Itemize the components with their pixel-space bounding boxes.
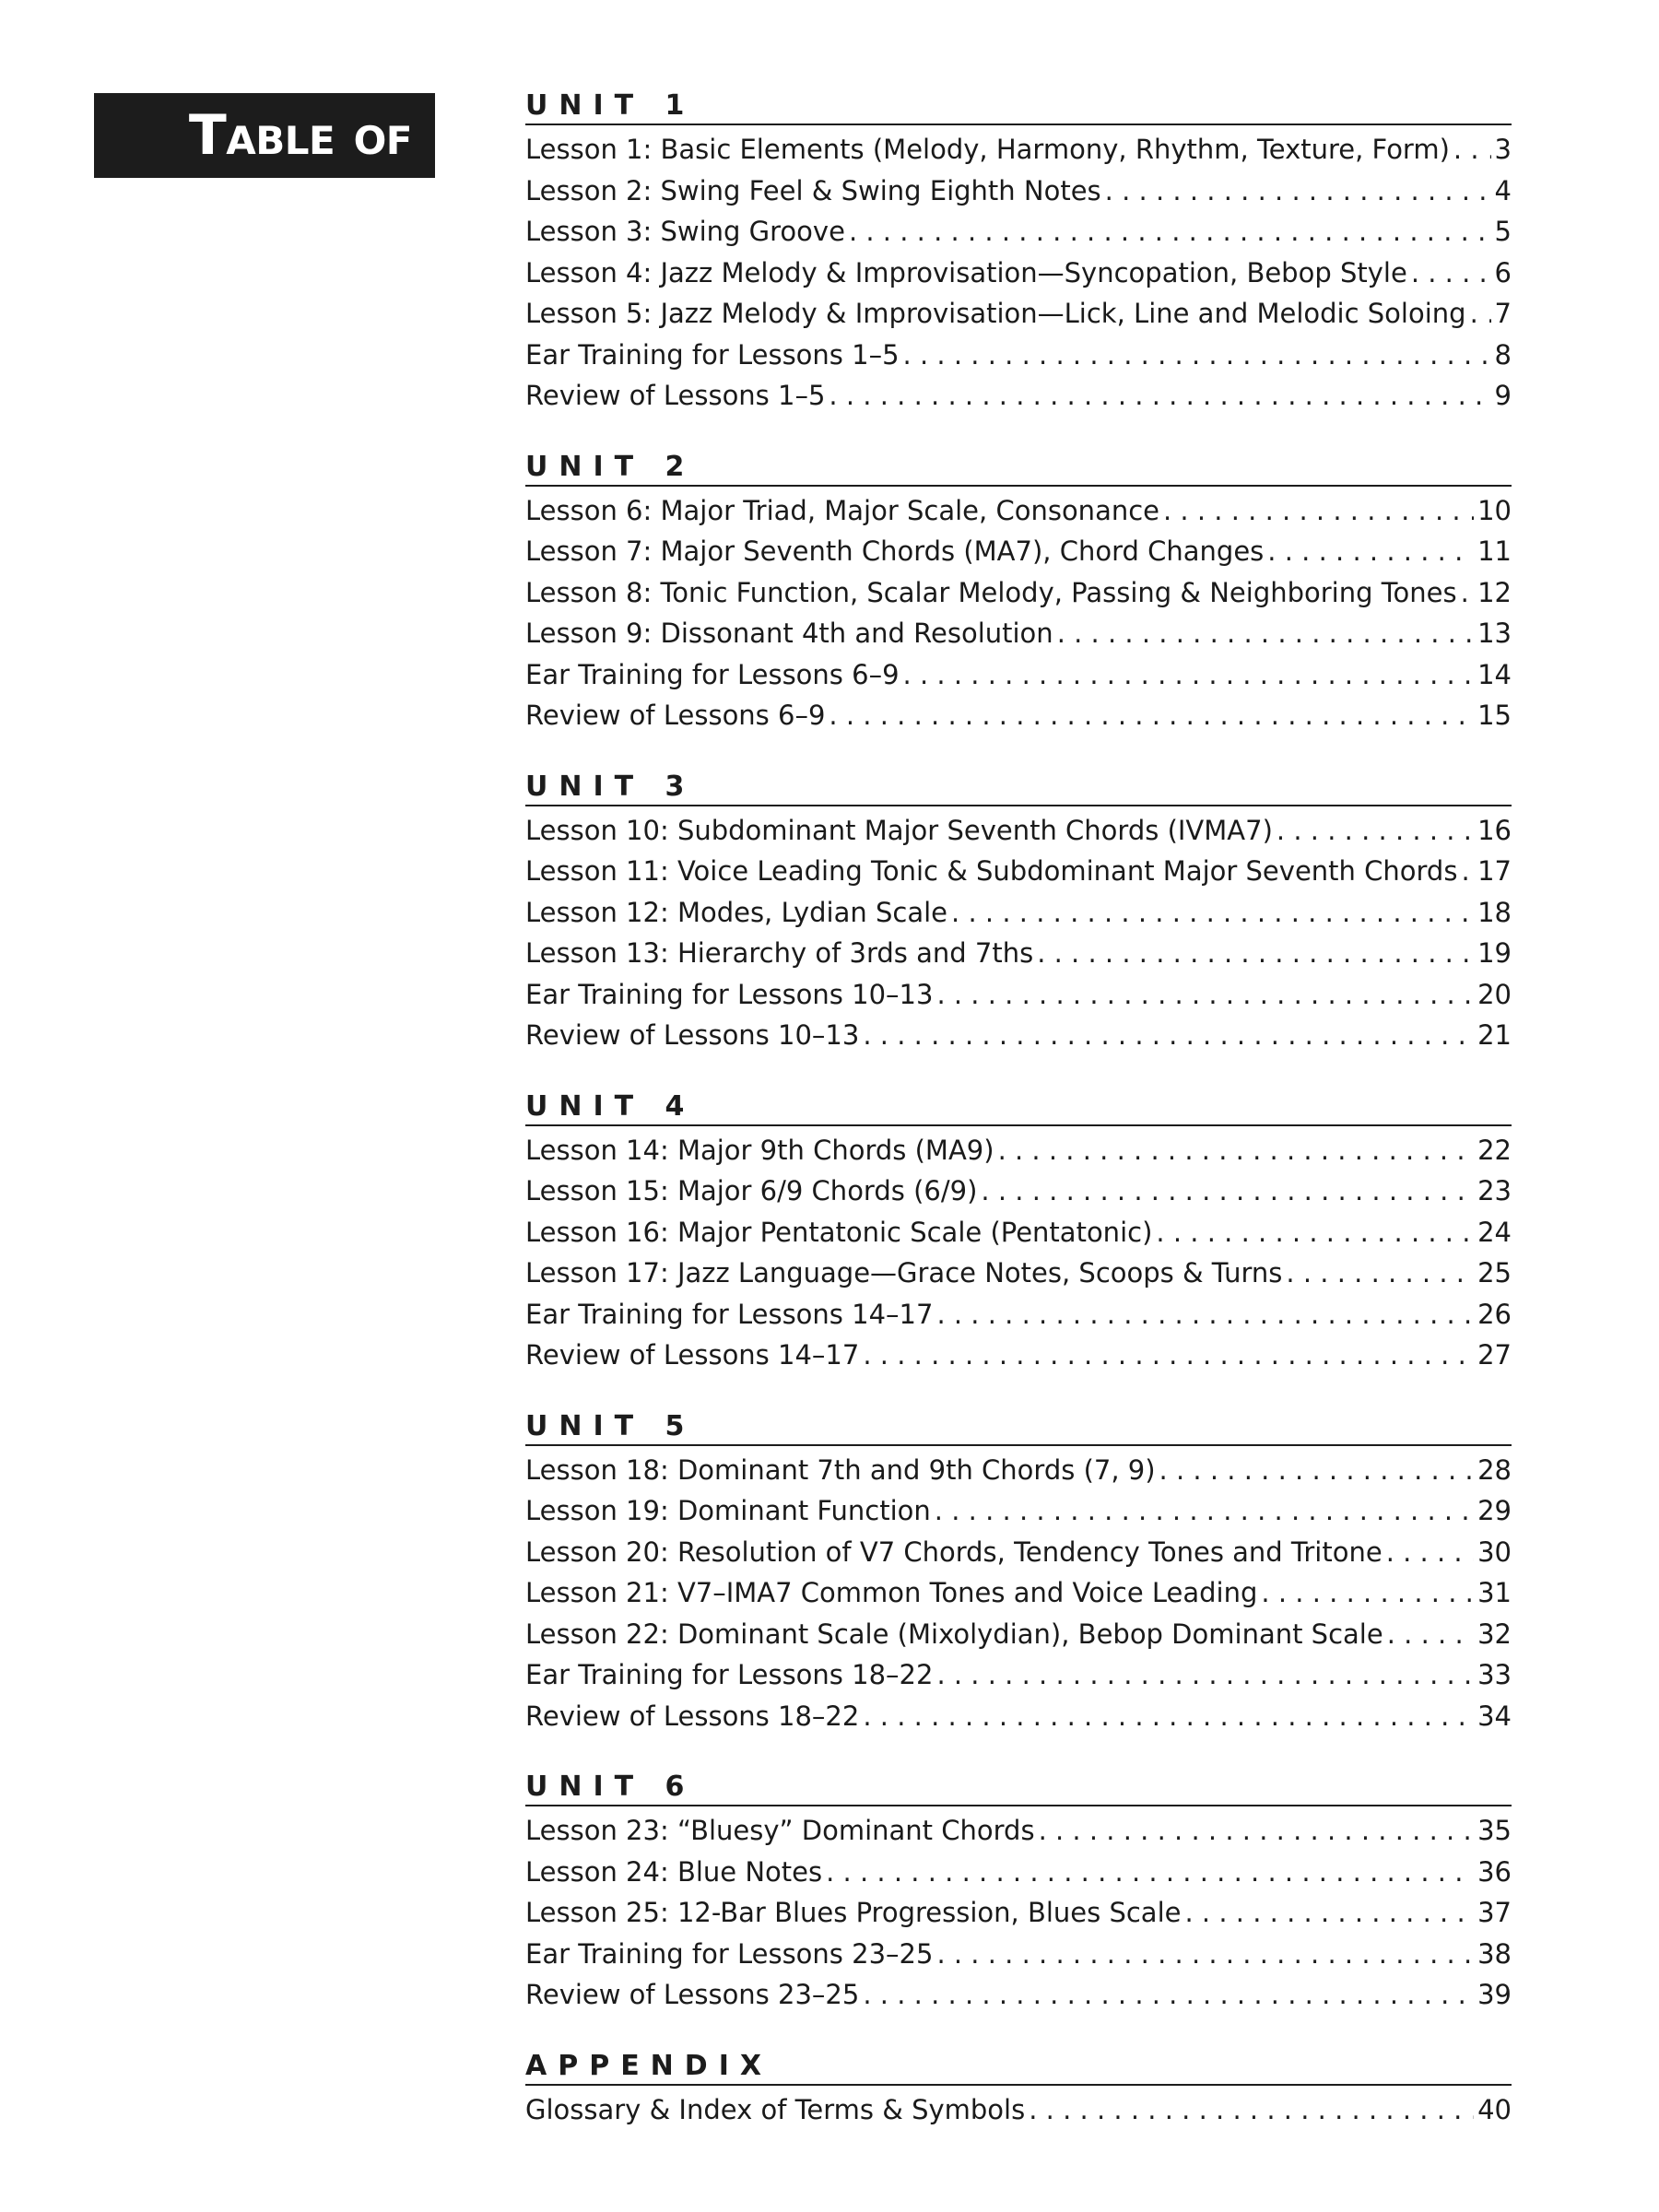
entry-label: Lesson 23: “Bluesy” Dominant Chords [525,1815,1035,1846]
unit-heading: UNIT 1 [525,88,1512,125]
toc-entry[interactable] [525,654,1512,696]
entry-page-number: 31 [1477,1577,1512,1608]
toc-list [525,88,1512,2163]
unit-heading: UNIT 2 [525,450,1512,487]
dot-leader [829,375,1490,417]
dot-leader [863,1015,1474,1056]
dot-leader [935,1490,1474,1532]
toc-entry[interactable] [525,1572,1512,1614]
toc-entry[interactable] [525,1335,1512,1376]
entry-label: Lesson 2: Swing Feel & Swing Eighth Notes [525,174,1101,206]
toc-entry[interactable] [525,974,1512,1016]
entry-page-number: 10 [1477,494,1512,526]
toc-entry[interactable] [525,293,1512,335]
dot-leader [936,1294,1474,1335]
entry-label: Lesson 24: Blue Notes [525,1855,823,1888]
toc-entry[interactable] [525,1614,1512,1655]
dot-leader [903,335,1491,376]
toc-entry[interactable] [525,613,1512,654]
entry-label: Lesson 16: Major Pentatonic Scale (Pentatonic) [525,1216,1153,1248]
entry-label: Lesson 20: Resolution of V7 Chords, Tendency Tones and Tritone [525,1535,1382,1568]
toc-entry[interactable] [525,1532,1512,1573]
toc-unit [525,1409,1512,1737]
dot-leader [951,892,1474,934]
entry-label: Ear Training for Lessons 18–22 [525,1659,934,1690]
toc-entry[interactable] [525,572,1512,614]
toc-entry[interactable] [525,1212,1512,1253]
entry-page-number: 16 [1477,814,1512,846]
toc-unit [525,450,1512,736]
entry-page-number: 6 [1494,256,1512,288]
entry-page-number: 26 [1477,1298,1512,1330]
toc-entry[interactable] [525,810,1512,852]
toc-entry[interactable] [525,335,1512,376]
toc-entry[interactable] [525,1892,1512,1934]
entry-page-number: 7 [1494,298,1512,329]
entry-page-number: 29 [1477,1495,1512,1526]
dot-leader [826,1852,1474,1893]
entry-page-number: 37 [1477,1897,1512,1928]
toc-entry[interactable] [525,1654,1512,1696]
entry-label: Review of Lessons 18–22 [525,1700,860,1732]
entry-label: Ear Training for Lessons 10–13 [525,978,934,1010]
entry-label: Lesson 4: Jazz Melody & Improvisation—Syncopation, Bebop Style [525,256,1407,288]
entry-page-number: 19 [1477,937,1512,969]
toc-entry[interactable] [525,1852,1512,1893]
dot-leader [1156,1212,1474,1253]
dot-leader [1184,1892,1474,1934]
entry-label: Lesson 6: Major Triad, Major Scale, Consonance [525,494,1159,526]
entry-label: Lesson 18: Dominant 7th and 9th Chords (7, 9) [525,1453,1156,1486]
dot-leader [1461,572,1474,614]
entry-page-number: 39 [1477,1979,1512,2010]
entry-page-number: 14 [1477,658,1512,690]
toc-entry[interactable] [525,171,1512,212]
dot-leader [863,1974,1474,2016]
toc-entry[interactable] [525,695,1512,736]
toc-entry[interactable] [525,375,1512,417]
dot-leader [1411,253,1491,294]
entry-page-number: 36 [1477,1855,1512,1888]
toc-unit [525,1089,1512,1376]
dot-leader [981,1171,1474,1212]
entry-label: Lesson 19: Dominant Function [525,1495,931,1526]
entry-label: Review of Lessons 14–17 [525,1339,860,1371]
entry-page-number: 4 [1494,174,1512,206]
dot-leader [1163,490,1474,532]
entry-label: Lesson 8: Tonic Function, Scalar Melody, Passing & Neighboring Tones [525,576,1457,608]
entry-label: Lesson 14: Major 9th Chords (MA9) [525,1134,994,1166]
title-line-1: Table of [188,103,412,168]
dot-leader [1277,810,1474,852]
toc-entry[interactable] [525,1171,1512,1212]
toc-entry[interactable] [525,1974,1512,2016]
unit-heading: APPENDIX [525,2049,1512,2086]
entry-page-number: 11 [1477,535,1512,567]
entry-label: Lesson 5: Jazz Melody & Improvisation—Lick, Line and Melodic Soloing [525,298,1466,329]
entry-label: Lesson 17: Jazz Language—Grace Notes, Scoops & Turns [525,1257,1283,1288]
dot-leader [863,1335,1474,1376]
dot-leader [1029,2089,1474,2131]
dot-leader [863,1696,1474,1737]
dot-leader [1261,1572,1474,1614]
toc-entry[interactable] [525,1130,1512,1171]
dot-leader [829,695,1474,736]
entry-page-number: 28 [1477,1453,1512,1486]
dot-leader [936,1654,1474,1696]
dot-leader [1267,531,1474,572]
toc-entry[interactable] [525,253,1512,294]
dot-leader [1386,1532,1474,1573]
entry-page-number: 32 [1477,1618,1512,1650]
dot-leader [1057,613,1474,654]
dot-leader [903,654,1475,696]
entry-page-number: 27 [1477,1339,1512,1371]
toc-entry[interactable] [525,851,1512,892]
entry-page-number: 20 [1477,978,1512,1010]
entry-label: Lesson 3: Swing Groove [525,216,845,247]
dot-leader [1159,1450,1475,1491]
entry-page-number: 13 [1477,618,1512,649]
entry-label: Review of Lessons 6–9 [525,700,826,731]
entry-label: Lesson 7: Major Seventh Chords (MA7), Chord Changes [525,535,1265,567]
toc-entry[interactable] [525,1253,1512,1294]
dot-leader [1470,293,1491,335]
entry-label: Ear Training for Lessons 23–25 [525,1937,934,1970]
toc-unit [525,88,1512,417]
toc-entry[interactable] [525,1810,1512,1852]
toc-entry[interactable] [525,1934,1512,1975]
entry-label: Lesson 12: Modes, Lydian Scale [525,896,948,928]
entry-page-number: 8 [1494,338,1512,371]
entry-page-number: 22 [1477,1134,1512,1166]
entry-page-number: 23 [1477,1175,1512,1206]
toc-entry[interactable] [525,1294,1512,1335]
toc-entry[interactable] [525,1490,1512,1532]
toc-entry[interactable] [525,933,1512,974]
entry-page-number: 17 [1477,855,1512,887]
entry-label: Lesson 13: Hierarchy of 3rds and 7ths [525,937,1034,969]
dot-leader [1286,1253,1474,1294]
entry-label: Lesson 1: Basic Elements (Melody, Harmony, Rhythm, Texture, Form) [525,134,1450,165]
toc-entry[interactable] [525,490,1512,532]
entry-page-number: 21 [1477,1019,1512,1051]
toc-entry[interactable] [525,1015,1512,1056]
entry-label: Ear Training for Lessons 14–17 [525,1298,934,1330]
dot-leader [1037,933,1474,974]
dot-leader [1387,1614,1474,1655]
entry-page-number: 9 [1494,380,1512,411]
dot-leader [998,1130,1475,1171]
entry-page-number: 5 [1494,216,1512,247]
toc-entry[interactable] [525,2089,1512,2131]
toc-entry[interactable] [525,1696,1512,1737]
entry-label: Lesson 22: Dominant Scale (Mixolydian), Bebop Dominant Scale [525,1618,1383,1650]
toc-entry[interactable] [525,1450,1512,1491]
toc-entry[interactable] [525,211,1512,253]
entry-label: Review of Lessons 23–25 [525,1979,860,2010]
toc-entry[interactable] [525,892,1512,934]
entry-page-number: 24 [1477,1216,1512,1248]
entry-label: Review of Lessons 1–5 [525,380,826,411]
entry-page-number: 15 [1477,700,1512,731]
toc-entry[interactable] [525,129,1512,171]
unit-heading: UNIT 3 [525,770,1512,806]
entry-page-number: 12 [1477,576,1512,608]
dot-leader [1453,129,1491,171]
entry-page-number: 38 [1477,1937,1512,1970]
dot-leader [1105,171,1491,212]
toc-unit [525,1770,1512,2016]
entry-page-number: 25 [1477,1257,1512,1288]
entry-page-number: 34 [1477,1700,1512,1732]
entry-page-number: 40 [1477,2093,1512,2125]
title-banner [94,93,435,178]
entry-label: Review of Lessons 10–13 [525,1019,860,1051]
dot-leader [849,211,1491,253]
entry-label: Glossary & Index of Terms & Symbols [525,2093,1026,2125]
toc-entry[interactable] [525,531,1512,572]
entry-label: Lesson 21: V7–IMA7 Common Tones and Voice Leading [525,1577,1258,1608]
entry-label: Lesson 11: Voice Leading Tonic & Subdominant Major Seventh Chords [525,855,1458,887]
dot-leader [1461,851,1474,892]
dot-leader [936,974,1474,1016]
toc-unit [525,2049,1512,2131]
entry-label: Lesson 10: Subdominant Major Seventh Chords (IVMA7) [525,814,1273,846]
entry-label: Lesson 9: Dissonant 4th and Resolution [525,618,1053,649]
toc-unit [525,770,1512,1056]
entry-page-number: 33 [1477,1659,1512,1690]
unit-heading: UNIT 4 [525,1089,1512,1126]
dot-leader [1039,1810,1475,1852]
entry-page-number: 18 [1477,896,1512,928]
entry-page-number: 3 [1494,134,1512,165]
entry-page-number: 30 [1477,1535,1512,1568]
entry-label: Lesson 25: 12-Bar Blues Progression, Blues Scale [525,1897,1182,1928]
entry-label: Ear Training for Lessons 1–5 [525,338,900,371]
entry-label: Ear Training for Lessons 6–9 [525,658,900,690]
entry-page-number: 35 [1477,1815,1512,1846]
unit-heading: UNIT 6 [525,1770,1512,1806]
dot-leader [936,1934,1474,1975]
entry-label: Lesson 15: Major 6/9 Chords (6/9) [525,1175,978,1206]
unit-heading: UNIT 5 [525,1409,1512,1446]
